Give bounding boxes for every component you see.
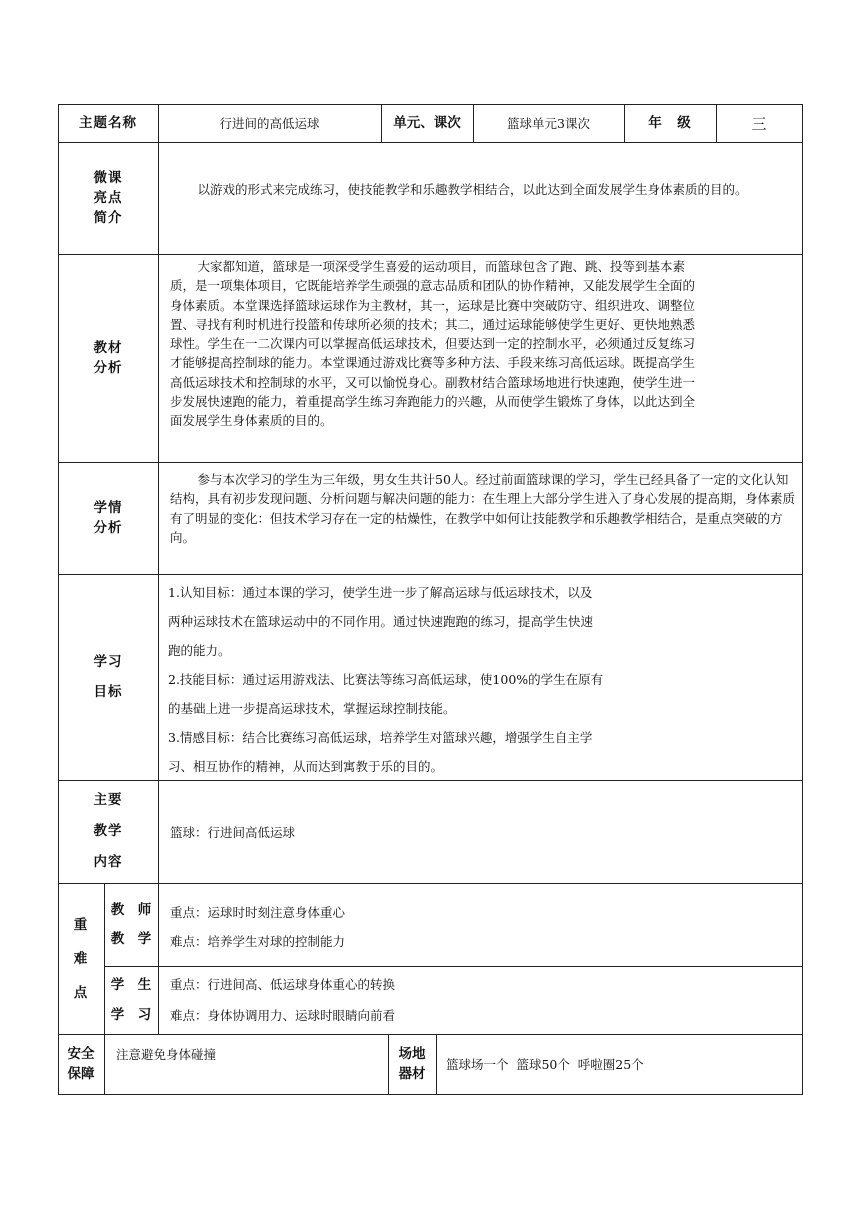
row-divider	[104, 966, 803, 967]
col-divider	[158, 883, 159, 1034]
teacher-difficulty: 难点：培养学生对球的控制能力	[170, 934, 346, 949]
content-label: 主要 教学 内容	[93, 792, 123, 870]
col-divider	[436, 1034, 437, 1094]
border-bottom	[58, 1094, 803, 1095]
keypoints-label: 重 难 点	[73, 916, 89, 1001]
equipment-text: 篮球场一个 篮球50个 呼啦圈25个	[446, 1057, 644, 1072]
row-divider	[58, 254, 803, 255]
goal-line: 习、相互协作的精神，从而达到寓教于乐的目的。	[168, 759, 444, 774]
row-divider	[58, 142, 803, 143]
goal-line: 的基础上进一步提高运球技术，掌握运球控制技能。	[168, 701, 456, 716]
safety-text: 注意避免身体碰撞	[116, 1047, 217, 1062]
unit-value: 篮球单元3课次	[507, 116, 590, 131]
material-label: 教材 分析	[93, 340, 123, 376]
student-points	[170, 969, 790, 1031]
grade-value: 三	[751, 114, 767, 133]
highlights-text: 以游戏的形式来完成练习，使技能教学和乐趣教学相结合，以此达到全面发展学生身体素质的目的。	[197, 182, 748, 197]
row-divider	[58, 462, 803, 463]
unit-label: 单元、课次	[393, 115, 461, 131]
teacher-label: 教 师 教 学	[110, 901, 152, 947]
goals-list	[168, 574, 798, 780]
student-label: 学 生 学 习	[110, 977, 152, 1023]
goal-line: 1.认知目标：通过本课的学习，使学生进一步了解高运球与低运球技术，以及	[168, 585, 593, 600]
content-text: 篮球：行进间高低运球	[170, 824, 296, 840]
topic-value: 行进间的高低运球	[219, 116, 320, 131]
goal-line: 3.情感目标：结合比赛练习高低运球，培养学生对篮球兴趣，增强学生自主学	[168, 730, 593, 745]
goal-line: 2.技能目标：通过运用游戏法、比赛法等练习高低运球，使100%的学生在原有	[168, 672, 604, 687]
lesson-plan-table	[58, 104, 803, 1095]
teacher-key-point: 重点：运球时时刻注意身体重心	[170, 905, 346, 920]
col-divider	[158, 104, 159, 883]
student-key-point: 重点：行进间高、低运球身体重心的转换	[170, 977, 396, 992]
row-divider	[58, 883, 803, 884]
topic-label: 主题名称	[79, 115, 137, 131]
safety-label: 安全 保障	[67, 1046, 95, 1082]
material-text: 大家都知道，篮球是一项深受学生喜爱的运动项目，而篮球包含了跑、跳、投等到基本素质，是一项集体项目，它既能培养学生顽强的意志品质和团队的协作精神，又能发展学生全面的身体素质。本堂课选择篮球运球作为主教材，其一，运球是比赛中突破防守、组织进攻、调整位置、寻找有利时机进行投篮和传球所必须的技术；其二，通过运球能够使学生更好、更快地熟悉球性。学生在一二次课内可以掌握高低运球技术，但要达到一定的控制水平，必须通过反复练习才能够提高控制球的能力。本堂课通过游戏比赛等多种方法、手段来练习高低运球。既提高学生高低运球技术和控制球的水平，又可以愉悦身心。副教材结合篮球场地进行快速跑，使学生进一步发展快速跑的能力，着重提高学生练习奔跑能力的兴趣，从而使学生锻炼了身体，以此达到全面发展学生身体素质的目的。	[170, 259, 696, 429]
student-difficulty: 难点：身体协调用力、运球时眼睛向前看	[170, 1008, 396, 1023]
students-label: 学情 分析	[93, 500, 123, 536]
goal-line: 两种运球技术在篮球运动中的不同作用。通过快速跑跑的练习，提高学生快速	[168, 614, 594, 629]
goal-line: 跑的能力。	[168, 643, 231, 658]
goals-label: 学习 目标	[93, 654, 123, 700]
border-right	[802, 104, 803, 1095]
equipment-label: 场地 器材	[398, 1046, 426, 1082]
grade-label: 年 级	[648, 115, 692, 131]
students-text: 参与本次学习的学生为三年级，男女生共计50人。经过前面篮球课的学习，学生已经具备了一定的文化认知结构，具有初步发现问题、分析问题与解决问题的能力：在生理上大部分学生进入了身心发展的提高期，身体素质有了明显的变化：但技术学习存在一定的枯燥性，在教学中如何让技能教学和乐趣教学相结合，是重点突破的方向。	[170, 472, 796, 545]
teacher-points	[170, 898, 790, 956]
highlights-label: 微课 亮点 简介	[93, 170, 123, 226]
